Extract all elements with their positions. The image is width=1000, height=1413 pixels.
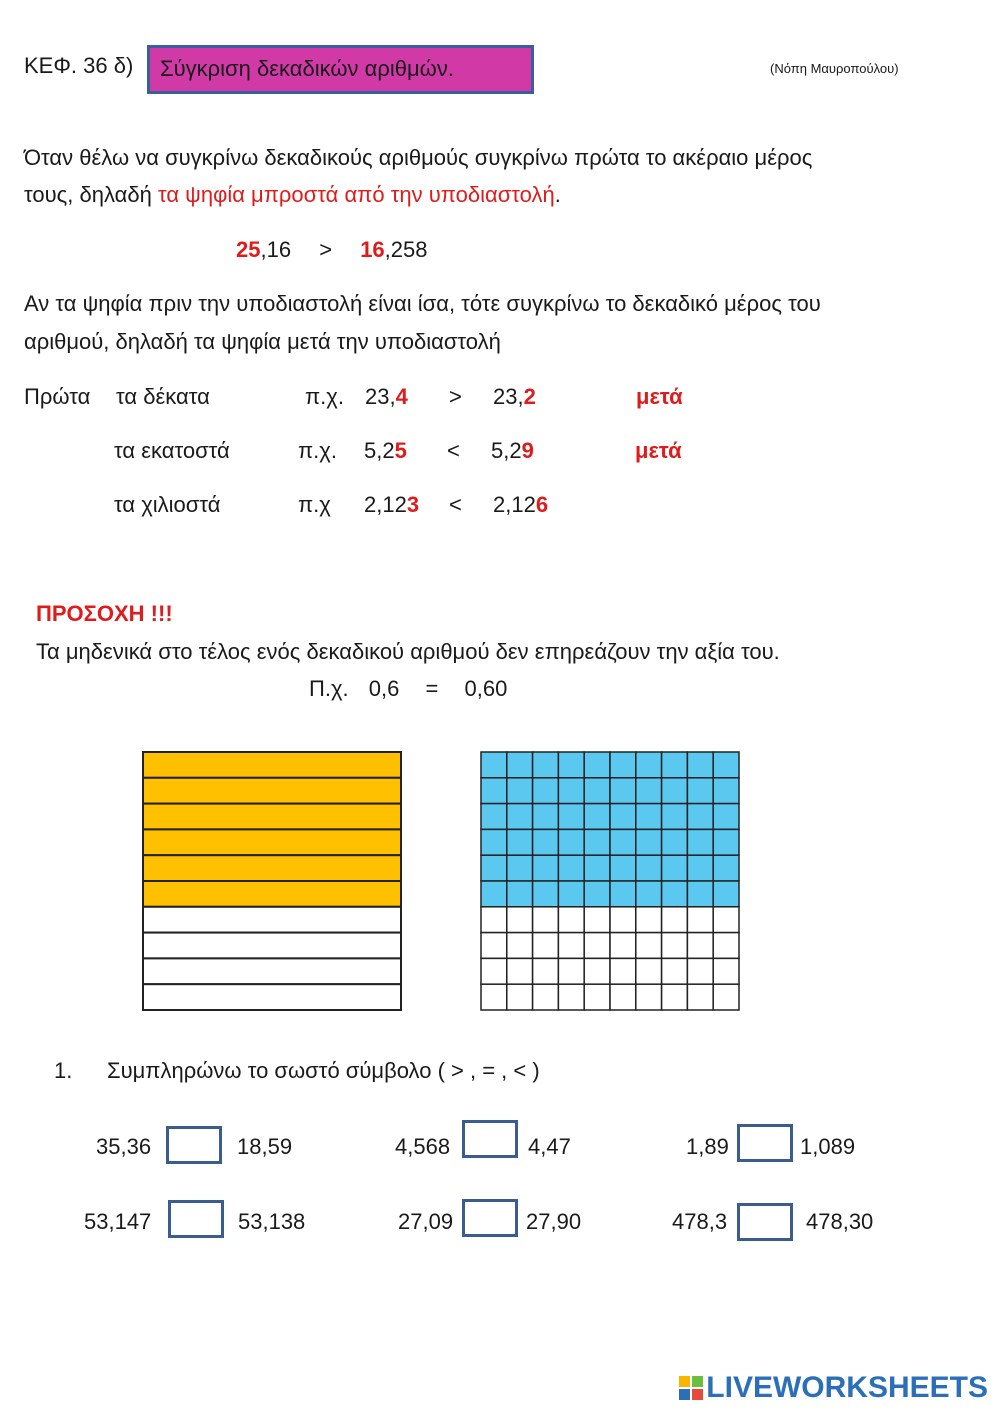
step-symbol: < xyxy=(449,492,462,517)
hundredths-cell xyxy=(481,855,507,881)
step-symbol: < xyxy=(447,438,460,463)
hundredths-cell xyxy=(687,804,713,830)
chapter-label: ΚΕΦ. 36 δ) xyxy=(24,53,134,78)
hundredths-cell xyxy=(507,778,533,804)
hundredths-cell xyxy=(610,907,636,933)
tenths-strip xyxy=(143,933,401,959)
step-after: μετά xyxy=(635,438,682,463)
hundredths-cell xyxy=(584,907,610,933)
attention-a: 0,6 xyxy=(368,676,400,701)
tenths-strip xyxy=(143,881,401,907)
step-eg: π.χ xyxy=(298,492,331,517)
step-a-digit: 5 xyxy=(394,438,407,463)
attention-b: 0,60 xyxy=(464,676,508,701)
step-a-digit: 4 xyxy=(395,384,408,409)
hundredths-cell xyxy=(584,804,610,830)
step-symbol: > xyxy=(449,384,462,409)
title-box xyxy=(147,45,534,94)
hundredths-cell xyxy=(481,984,507,1010)
hundredths-cell xyxy=(584,958,610,984)
intro-line-1: Όταν θέλω να συγκρίνω δεκαδικούς αριθμούς συγκρίνω πρώτα το ακέραιο μέρος xyxy=(24,145,813,170)
hundredths-cell xyxy=(662,933,688,959)
hundredths-cell xyxy=(558,907,584,933)
tenths-grid xyxy=(140,750,406,1012)
step-a-base: 23, xyxy=(365,384,396,409)
hundredths-cell xyxy=(507,829,533,855)
step-label-tenths: τα δέκατα xyxy=(116,384,210,409)
step-b xyxy=(491,438,534,464)
hundredths-cell xyxy=(713,907,739,933)
hundredths-cell xyxy=(687,752,713,778)
hundredths-cell xyxy=(481,829,507,855)
hundredths-cell xyxy=(533,778,559,804)
compare-right-value: 4,47 xyxy=(528,1134,571,1159)
hundredths-cell xyxy=(687,907,713,933)
hundredths-cell xyxy=(636,804,662,830)
hundredths-cell xyxy=(662,752,688,778)
hundredths-cell xyxy=(636,933,662,959)
hundredths-cell xyxy=(662,958,688,984)
compare-right-value: 18,59 xyxy=(237,1134,293,1159)
hundredths-cell xyxy=(610,984,636,1010)
hundredths-cell xyxy=(610,829,636,855)
hundredths-cell xyxy=(507,958,533,984)
hundredths-cell xyxy=(507,855,533,881)
step-lead: Πρώτα xyxy=(24,384,91,409)
hundredths-cell xyxy=(533,907,559,933)
hundredths-cell xyxy=(636,778,662,804)
step-b xyxy=(493,384,536,410)
hundredths-cell xyxy=(584,984,610,1010)
hundredths-cell xyxy=(558,958,584,984)
hundredths-cell xyxy=(507,881,533,907)
step-a-base: 5,2 xyxy=(364,438,395,463)
hundredths-cell xyxy=(636,907,662,933)
hundredths-cell xyxy=(558,752,584,778)
hundredths-cell xyxy=(533,881,559,907)
attention-example xyxy=(309,676,507,702)
hundredths-cell xyxy=(584,933,610,959)
hundredths-cell xyxy=(662,855,688,881)
tenths-strip xyxy=(143,855,401,881)
hundredths-cell xyxy=(610,958,636,984)
step-label-hundredths: τα εκατοστά xyxy=(114,438,230,463)
tenths-strip xyxy=(143,984,401,1010)
hundredths-cell xyxy=(662,829,688,855)
example-b-decimal: ,258 xyxy=(384,237,428,262)
para2-line-2: αριθμού, δηλαδή τα ψηφία μετά την υποδιαστολή xyxy=(24,329,501,354)
compare-right-value: 27,90 xyxy=(526,1209,582,1234)
hundredths-cell xyxy=(713,881,739,907)
compare-left-value: 27,09 xyxy=(398,1209,454,1234)
hundredths-cell xyxy=(507,984,533,1010)
hundredths-cell xyxy=(584,778,610,804)
page-title: Σύγκριση δεκαδικών αριθμών. xyxy=(160,56,454,81)
answer-box[interactable] xyxy=(462,1199,518,1237)
answer-box[interactable] xyxy=(168,1200,224,1238)
exercise-number: 1. xyxy=(54,1058,73,1083)
hundredths-cell xyxy=(558,933,584,959)
intro-line-2-start: τους, δηλαδή xyxy=(24,182,158,207)
step-eg: π.χ. xyxy=(298,438,337,463)
hundredths-cell xyxy=(636,984,662,1010)
hundredths-cell xyxy=(636,881,662,907)
hundredths-cell xyxy=(507,907,533,933)
tenths-strip xyxy=(143,778,401,804)
step-b-digit: 2 xyxy=(523,384,536,409)
compare-right-value: 1,089 xyxy=(800,1134,856,1159)
compare-left-value: 1,89 xyxy=(686,1134,729,1159)
hundredths-cell xyxy=(687,829,713,855)
step-b-base: 5,2 xyxy=(491,438,522,463)
hundredths-cell xyxy=(481,752,507,778)
attention-heading: ΠΡΟΣΟΧΗ !!! xyxy=(36,601,173,626)
step-label-thousandths: τα χιλιοστά xyxy=(114,492,221,517)
tenths-strip xyxy=(143,907,401,933)
hundredths-cell xyxy=(507,804,533,830)
hundredths-cell xyxy=(481,933,507,959)
compare-right-value: 478,30 xyxy=(806,1209,874,1234)
tenths-strip xyxy=(143,752,401,778)
hundredths-cell xyxy=(610,804,636,830)
example-a-decimal: ,16 xyxy=(260,237,292,262)
answer-box[interactable] xyxy=(737,1124,793,1162)
compare-right-value: 53,138 xyxy=(238,1209,306,1234)
tenths-strip xyxy=(143,958,401,984)
hundredths-cell xyxy=(533,958,559,984)
step-b xyxy=(493,492,548,518)
hundredths-cell xyxy=(713,984,739,1010)
hundredths-cell xyxy=(636,958,662,984)
hundredths-cell xyxy=(584,829,610,855)
hundredths-cell xyxy=(713,804,739,830)
hundredths-cell xyxy=(662,907,688,933)
hundredths-cell xyxy=(687,933,713,959)
hundredths-cell xyxy=(533,804,559,830)
compare-left-value: 478,3 xyxy=(672,1209,728,1234)
compare-left-value: 53,147 xyxy=(84,1209,152,1234)
hundredths-cell xyxy=(687,881,713,907)
hundredths-cell xyxy=(533,933,559,959)
example-symbol: > xyxy=(319,237,333,262)
hundredths-cell xyxy=(662,804,688,830)
step-eg: π.χ. xyxy=(305,384,344,409)
hundredths-cell xyxy=(558,881,584,907)
hundredths-cell xyxy=(507,933,533,959)
liveworksheets-logo[interactable] xyxy=(679,1371,988,1405)
hundredths-cell xyxy=(662,778,688,804)
hundredths-cell xyxy=(713,778,739,804)
hundredths-cell xyxy=(687,778,713,804)
hundredths-cell xyxy=(481,958,507,984)
step-b-base: 23, xyxy=(493,384,524,409)
answer-box[interactable] xyxy=(166,1126,222,1164)
hundredths-cell xyxy=(558,984,584,1010)
step-a-digit: 3 xyxy=(406,492,420,517)
answer-box[interactable] xyxy=(462,1120,518,1158)
hundredths-cell xyxy=(507,752,533,778)
answer-box[interactable] xyxy=(737,1203,793,1241)
example-b-integer: 16 xyxy=(360,237,385,262)
tenths-strip xyxy=(143,829,401,855)
hundredths-cell xyxy=(584,752,610,778)
hundredths-cell xyxy=(584,881,610,907)
attention-symbol: = xyxy=(425,676,439,701)
hundredths-cell xyxy=(558,804,584,830)
step-b-digit: 9 xyxy=(521,438,534,463)
compare-left-value: 4,568 xyxy=(395,1134,451,1159)
hundredths-cell xyxy=(713,855,739,881)
intro-line-2 xyxy=(24,182,561,208)
hundredths-grid xyxy=(478,750,742,1012)
step-a xyxy=(365,384,408,410)
step-b-base: 2,12 xyxy=(493,492,536,517)
hundredths-cell xyxy=(636,855,662,881)
hundredths-cell xyxy=(662,881,688,907)
hundredths-cell xyxy=(481,881,507,907)
step-a-base: 2,12 xyxy=(364,492,407,517)
hundredths-cell xyxy=(713,752,739,778)
hundredths-cell xyxy=(687,958,713,984)
tenths-strip xyxy=(143,804,401,830)
hundredths-cell xyxy=(610,855,636,881)
intro-line-2-highlight: τα ψηφία μπροστά από την υποδιαστολή xyxy=(157,182,555,207)
intro-line-2-end: . xyxy=(554,182,561,207)
hundredths-cell xyxy=(533,855,559,881)
example-integer-compare xyxy=(236,237,428,263)
hundredths-cell xyxy=(687,984,713,1010)
liveworksheets-logo-text: LIVEWORKSHEETS xyxy=(706,1371,988,1404)
hundredths-cell xyxy=(662,984,688,1010)
hundredths-cell xyxy=(481,778,507,804)
hundredths-cell xyxy=(610,881,636,907)
hundredths-cell xyxy=(610,778,636,804)
step-after: μετά xyxy=(636,384,683,409)
hundredths-cell xyxy=(610,752,636,778)
hundredths-cell xyxy=(636,829,662,855)
liveworksheets-logo-icon xyxy=(679,1376,703,1400)
hundredths-cell xyxy=(533,984,559,1010)
hundredths-cell xyxy=(558,778,584,804)
attention-text: Τα μηδενικά στο τέλος ενός δεκαδικού αριθμού δεν επηρεάζουν την αξία του. xyxy=(36,639,780,664)
example-a-integer: 25 xyxy=(236,237,261,262)
hundredths-cell xyxy=(481,907,507,933)
hundredths-cell xyxy=(713,829,739,855)
step-a xyxy=(364,438,407,464)
hundredths-cell xyxy=(636,752,662,778)
hundredths-cell xyxy=(687,855,713,881)
hundredths-cell xyxy=(584,855,610,881)
hundredths-cell xyxy=(713,958,739,984)
hundredths-cell xyxy=(533,752,559,778)
exercise-instruction: Συμπληρώνω το σωστό σύμβολο ( > , = , < ) xyxy=(107,1058,540,1083)
hundredths-cell xyxy=(558,855,584,881)
author-label: (Νόπη Μαυροπούλου) xyxy=(770,61,899,76)
hundredths-cell xyxy=(610,933,636,959)
attention-eg: Π.χ. xyxy=(309,676,349,701)
step-b-digit: 6 xyxy=(535,492,549,517)
hundredths-cell xyxy=(533,829,559,855)
step-a xyxy=(364,492,419,518)
compare-left-value: 35,36 xyxy=(96,1134,152,1159)
hundredths-cell xyxy=(481,804,507,830)
para2-line-1: Αν τα ψηφία πριν την υποδιαστολή είναι ίσα, τότε συγκρίνω το δεκαδικό μέρος του xyxy=(24,291,821,316)
hundredths-cell xyxy=(713,933,739,959)
hundredths-cell xyxy=(558,829,584,855)
